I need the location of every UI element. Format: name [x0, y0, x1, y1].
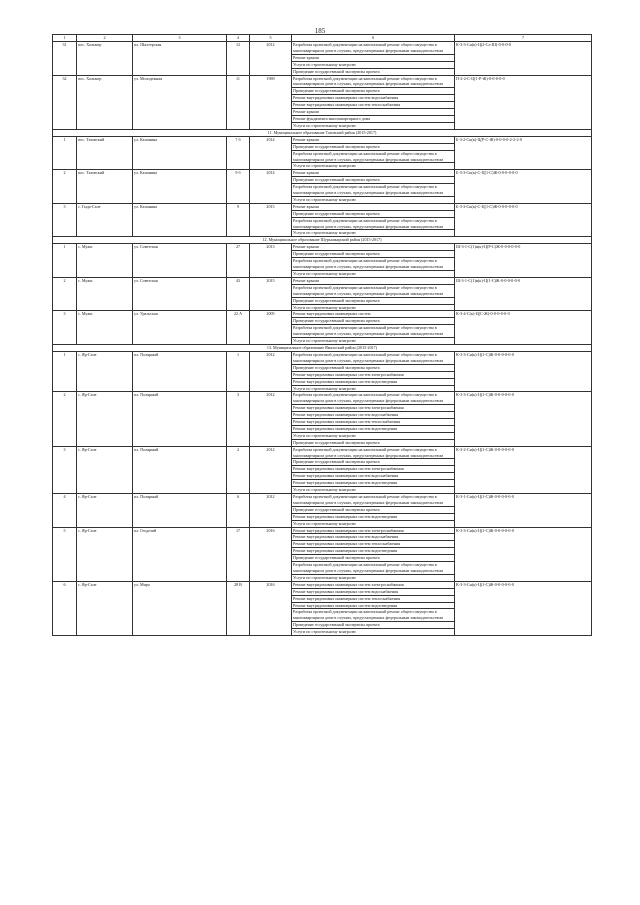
work-item: Ремонт крыши — [292, 109, 455, 116]
house-number-cell: 17 — [227, 527, 250, 581]
row-number: 1 — [53, 136, 77, 170]
street-cell: пл. Геодезий — [133, 527, 227, 581]
work-item: Проведение государственной экспертизы проекта — [292, 364, 455, 371]
column-header: 1 — [53, 35, 77, 42]
year-cell: 2012 — [250, 494, 292, 528]
house-number-cell: 2 — [227, 446, 250, 493]
house-number-cell: 3 — [227, 392, 250, 446]
object-code-cell: К-3-1-Сн(к)-Ц(1-С)Ж-0-0-0-0-0-0 — [455, 494, 592, 528]
work-item: Ремонт внутридомовых инженерных систем электроснабжения — [292, 405, 455, 412]
settlement-cell: пос. Хальмер — [77, 42, 133, 76]
work-item: Услуги по строительному контролю — [292, 520, 455, 527]
work-item: Услуги по строительному контролю — [292, 61, 455, 68]
work-item: Ремонт крыши — [292, 54, 455, 61]
work-item: Разработка проектной документации на капитальный ремонт общего имущества в многоквартирном доме в случаях, предусмотренных федеральным законодательством — [292, 258, 455, 271]
object-code-cell: К-3-3-Сн(к)-Ц(1-С)Ж-0-0-0-0-0-0 — [455, 351, 592, 391]
object-code-cell: К-3-2-Сн(к)-Ц(1-С)Ж-0-0-0-0-0-0 — [455, 446, 592, 493]
row-number: 2 — [53, 170, 77, 204]
street-cell: ул. Мира — [133, 581, 227, 635]
work-item: Разработка проектной документации на капитальный ремонт общего имущества в многоквартирном доме в случаях, предусмотренных федеральным законодательством — [292, 446, 455, 459]
work-item: Ремонт внутридомовых инженерных систем теплоснабжения — [292, 419, 455, 426]
object-code-cell: К-3-3-Сн(к)-Ц(2-Сл-Ш)-0-0-0-0 — [455, 42, 592, 76]
work-item: Разработка проектной документации на капитальный ремонт общего имущества в многоквартирном доме в случаях, предусмотренных федеральным законодательством — [292, 42, 455, 55]
column-header: 6 — [292, 35, 455, 42]
work-item: Проведение государственной экспертизы проекта — [292, 555, 455, 562]
street-cell: ул. Калинина — [133, 203, 227, 237]
table-row — [53, 75, 592, 88]
work-item: Разработка проектной документации на капитальный ремонт общего имущества в многоквартирном доме в случаях, предусмотренных федеральным законодательством — [292, 150, 455, 163]
work-item: Проведение государственной экспертизы проекта — [292, 210, 455, 217]
work-item: Разработка проектной документации на капитальный ремонт общего имущества в многоквартирном доме в случаях, предусмотренных федеральным законодательством — [292, 562, 455, 575]
year-cell: 2014 — [250, 136, 292, 170]
work-item: Проведение государственной экспертизы проекта — [292, 68, 455, 75]
work-item: Ремонт крыши — [292, 277, 455, 284]
work-item: Разработка проектной документации на капитальный ремонт общего имущества в многоквартирном доме в случаях, предусмотренных федеральным законодательством — [292, 494, 455, 507]
row-number: 32 — [53, 75, 77, 129]
settlement-cell: пос. Хальмер — [77, 75, 133, 129]
house-number-cell: 12 — [227, 42, 250, 76]
street-cell: ул. Советская — [133, 277, 227, 311]
row-number: 3 — [53, 203, 77, 237]
work-item: Ремонт внутридомовых инженерных систем водоотведения — [292, 602, 455, 609]
street-cell: ул. Молодежная — [133, 75, 227, 129]
table-body — [53, 42, 592, 636]
year-cell: 2012 — [250, 446, 292, 493]
work-item: Услуги по строительному контролю — [292, 304, 455, 311]
work-item: Ремонт внутридомовых инженерных систем электроснабжения — [292, 527, 455, 534]
work-item: Проведение государственной экспертизы проекта — [292, 297, 455, 304]
settlement-cell: с. Яр-Сале — [77, 527, 133, 581]
row-number: 1 — [53, 351, 77, 391]
section-title: 13. Муниципальное образование Ямальский район (2015-2017) — [53, 344, 592, 351]
object-code-cell: К-3-3-Сн(к)-Ц(1-С)Ж-0-0-0-0-0-0 — [455, 527, 592, 581]
house-number-cell: 6 — [227, 494, 250, 528]
work-item: Услуги по строительному контролю — [292, 196, 455, 203]
work-item: Услуги по строительному контролю — [292, 338, 455, 345]
table-row — [53, 277, 592, 284]
column-header: 3 — [133, 35, 227, 42]
house-number-cell: 43 — [227, 277, 250, 311]
row-number: 5 — [53, 527, 77, 581]
table-row — [53, 392, 592, 405]
work-item: Разработка проектной документации на капитальный ремонт общего имущества в многоквартирном доме в случаях, предусмотренных федеральным законодательством — [292, 284, 455, 297]
object-code-cell: Б-3-3-Сн(к)-С-Ц(1-С)Ж-0-0-0-0-0-0 — [455, 170, 592, 204]
row-number: 2 — [53, 277, 77, 311]
year-cell: 2012 — [250, 42, 292, 76]
year-cell: 2012 — [250, 392, 292, 446]
work-item: Ремонт внутридомовых инженерных систем водоотведения — [292, 513, 455, 520]
table-row — [53, 351, 592, 364]
work-item: Ремонт крыши — [292, 170, 455, 177]
object-code-cell: К-3-3-Сн(к)-Ц(1-С)Ж-0-0-0-0-0-0 — [455, 392, 592, 446]
work-item: Ремонт внутридомовых инженерных систем теплоснабжения — [292, 102, 455, 109]
work-item: Ремонт внутридомовых инженерных систем электроснабжения — [292, 581, 455, 588]
work-item: Ремонт внутридомовых инженерных систем водоснабжения — [292, 534, 455, 541]
table-row — [53, 244, 592, 251]
street-cell: пл. Шахтерская — [133, 42, 227, 76]
table-row — [53, 42, 592, 55]
work-item: Ремонт внутридомовых инженерных систем электроснабжения — [292, 371, 455, 378]
work-item: Проведение государственной экспертизы проекта — [292, 506, 455, 513]
work-item: Проведение государственной экспертизы проекта — [292, 88, 455, 95]
row-number: 3 — [53, 446, 77, 493]
object-code-cell: К-3-3-Сн(к)-Ц(1-С)Ж-0-0-0-0-0-0 — [455, 581, 592, 635]
column-header: 2 — [77, 35, 133, 42]
work-item: Проведение государственной экспертизы проекта — [292, 177, 455, 184]
column-header: 5 — [250, 35, 292, 42]
table-row — [53, 527, 592, 534]
work-item: Ремонт внутридомовых инженерных систем теплоснабжения — [292, 541, 455, 548]
work-item: Разработка проектной документации на капитальный ремонт общего имущества в многоквартирном доме в случаях, предусмотренных федеральным законодательством — [292, 351, 455, 364]
year-cell: 2012 — [250, 351, 292, 391]
table-row — [53, 581, 592, 588]
work-item: Услуги по строительному контролю — [292, 122, 455, 129]
house-number-cell: 9 — [227, 203, 250, 237]
table-row — [53, 203, 592, 210]
house-number-cell: 22 А — [227, 311, 250, 345]
house-number-cell: 7 б — [227, 136, 250, 170]
work-item: Ремонт внутридомовых инженерных систем водоотведения — [292, 425, 455, 432]
work-item: Ремонт внутридомовых инженерных систем водоснабжения — [292, 412, 455, 419]
work-item: Услуги по строительному контролю — [292, 230, 455, 237]
table-row — [53, 170, 592, 177]
work-item: Проведение государственной экспертизы проекта — [292, 439, 455, 446]
work-item: Ремонт крыши — [292, 203, 455, 210]
settlement-cell: пос. Тазовский — [77, 170, 133, 204]
work-item: Услуги по строительному контролю — [292, 432, 455, 439]
work-item: Ремонт крыши — [292, 244, 455, 251]
settlement-cell: с. Мужи — [77, 277, 133, 311]
work-item: Ремонт крыши — [292, 136, 455, 143]
year-cell: 1969 — [250, 75, 292, 129]
section-title: 12. Муниципальное образование Шурышкарский район (2015-2017) — [53, 237, 592, 244]
column-header: 4 — [227, 35, 250, 42]
settlement-cell: пос. Тазовский — [77, 136, 133, 170]
table-row — [53, 446, 592, 459]
section-row — [53, 344, 592, 351]
work-item: Проведение государственной экспертизы проекта — [292, 459, 455, 466]
object-code-cell: Б-3-3-Сн(к)-С-Ц(1-С)Ж-0-0-0-0-0-0 — [455, 203, 592, 237]
year-cell: 2005 — [250, 311, 292, 345]
work-item: Ремонт внутридомовых инженерных систем водоснабжения — [292, 95, 455, 102]
object-code-cell: К-3-4-С(к)-Ц(С-Ж)-0-0-0-0-0-0 — [455, 311, 592, 345]
work-item: Разработка проектной документации на капитальный ремонт общего имущества в многоквартирном доме в случаях, предусмотренных федеральным законодательством — [292, 609, 455, 622]
settlement-cell: с. Яр-Сале — [77, 446, 133, 493]
work-item: Услуги по строительному контролю — [292, 385, 455, 392]
settlement-cell: с. Гыда-Сале — [77, 203, 133, 237]
table-row — [53, 494, 592, 507]
row-number: 31 — [53, 42, 77, 76]
work-item: Услуги по строительному контролю — [292, 574, 455, 581]
house-number-cell: 28 В — [227, 581, 250, 635]
registry-table — [52, 34, 592, 636]
house-number-cell: 9 б — [227, 170, 250, 204]
work-item: Проведение государственной экспертизы проекта — [292, 318, 455, 325]
street-cell: ул. Уральская — [133, 311, 227, 345]
settlement-cell: с. Мужи — [77, 244, 133, 278]
work-item: Проведение государственной экспертизы проекта — [292, 251, 455, 258]
column-number-row — [53, 35, 592, 42]
street-cell: ул. Калинина — [133, 136, 227, 170]
section-title: 11. Муниципальное образование Тазовский район (2015-2017) — [53, 129, 592, 136]
work-item: Услуги по строительному контролю — [292, 487, 455, 494]
object-code-cell: Б-3-2-Сн(к)-Ц(Р-С-Ж)-0-0-0-0-2-2-2-0 — [455, 136, 592, 170]
work-item: Ремонт внутридомовых инженерных систем водоснабжения — [292, 588, 455, 595]
year-cell: 2015 — [250, 277, 292, 311]
house-number-cell: 1 — [227, 351, 250, 391]
settlement-cell: с. Яр-Сале — [77, 351, 133, 391]
year-cell: 2015 — [250, 203, 292, 237]
work-item: Разработка проектной документации на капитальный ремонт общего имущества в многоквартирном доме в случаях, предусмотренных федеральным законодательством — [292, 392, 455, 405]
column-header: 7 — [455, 35, 592, 42]
street-cell: пл. Полярный — [133, 351, 227, 391]
work-item: Разработка проектной документации на капитальный ремонт общего имущества в многоквартирном доме в случаях, предусмотренных федеральным законодательством — [292, 75, 455, 88]
work-item: Услуги по строительному контролю — [292, 271, 455, 278]
work-item: Ремонт внутридомовых инженерных систем электроснабжения — [292, 466, 455, 473]
work-item: Услуги по строительному контролю — [292, 163, 455, 170]
work-item: Ремонт внутридомовых инженерных систем теплоснабжения — [292, 595, 455, 602]
work-item: Ремонт внутридомовых инженерных систем водоотведения — [292, 548, 455, 555]
object-code-cell: Ш-3-1-С(1)н(к)-Ц(Р-С)Ж-0-0-0-0-0-0 — [455, 244, 592, 278]
settlement-cell: с. Яр-Сале — [77, 581, 133, 635]
work-item: Услуги по строительному контролю — [292, 629, 455, 636]
year-cell: 2016 — [250, 527, 292, 581]
work-item: Разработка проектной документации на капитальный ремонт общего имущества в многоквартирном доме в случаях, предусмотренных федеральным законодательством — [292, 217, 455, 230]
row-number: 4 — [53, 494, 77, 528]
work-item: Проведение государственной экспертизы проекта — [292, 622, 455, 629]
street-cell: ул. Калинина — [133, 170, 227, 204]
section-row — [53, 129, 592, 136]
street-cell: пл. Полярный — [133, 446, 227, 493]
house-number-cell: 11 — [227, 75, 250, 129]
work-item: Ремонт внутридомовых инженерных систем водоотведения — [292, 480, 455, 487]
table-row — [53, 136, 592, 143]
street-cell: пл. Полярный — [133, 494, 227, 528]
work-item: Проведение государственной экспертизы проекта — [292, 143, 455, 150]
settlement-cell: с. Яр-Сале — [77, 494, 133, 528]
settlement-cell: с. Мужи — [77, 311, 133, 345]
object-code-cell: П-2-2-С-Ц(1-Р-Ж)-0-0-0-0-0 — [455, 75, 592, 129]
year-cell: 2013 — [250, 244, 292, 278]
work-item: Ремонт внутридомовых инженерных систем — [292, 311, 455, 318]
work-item: Разработка проектной документации на капитальный ремонт общего имущества в многоквартирном доме в случаях, предусмотренных федеральным законодательством — [292, 325, 455, 338]
street-cell: ул. Советская — [133, 244, 227, 278]
work-item: Ремонт внутридомовых инженерных систем водоотведения — [292, 378, 455, 385]
year-cell: 2016 — [250, 581, 292, 635]
object-code-cell: Ш-3-1-С(1)н(к)-Ц(1-С)Ж-0-0-0-0-0-0 — [455, 277, 592, 311]
row-number: 6 — [53, 581, 77, 635]
year-cell: 2014 — [250, 170, 292, 204]
settlement-cell: с. Яр-Сале — [77, 392, 133, 446]
row-number: 3 — [53, 311, 77, 345]
section-row — [53, 237, 592, 244]
page-number: 185 — [314, 27, 326, 35]
work-item: Разработка проектной документации на капитальный ремонт общего имущества в многоквартирном доме в случаях, предусмотренных федеральным законодательством — [292, 184, 455, 197]
work-item: Ремонт фундамента многоквартирного дома — [292, 115, 455, 122]
row-number: 2 — [53, 392, 77, 446]
street-cell: пл. Полярный — [133, 392, 227, 446]
work-item: Ремонт внутридомовых инженерных систем водоснабжения — [292, 473, 455, 480]
house-number-cell: 27 — [227, 244, 250, 278]
row-number: 1 — [53, 244, 77, 278]
table-row — [53, 311, 592, 318]
